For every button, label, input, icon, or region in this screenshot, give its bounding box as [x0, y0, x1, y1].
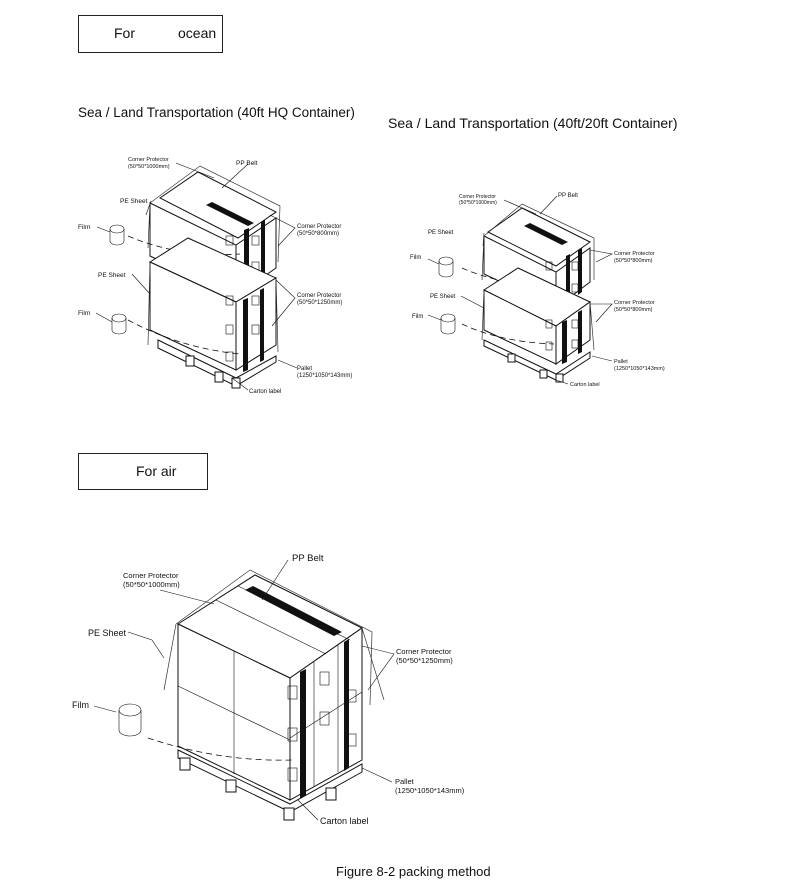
hq-corner-protector-mid-size: (50*50*800mm)	[297, 231, 340, 237]
air-pe-sheet-label: PE Sheet	[88, 628, 127, 638]
hq-pe-sheet-label-2: PE Sheet	[98, 272, 126, 279]
hq-film-label-1: Film	[78, 224, 91, 231]
hq-pallet-size: (1250*1050*143mm)	[297, 373, 353, 379]
air-pallet-size: (1250*1050*143mm)	[395, 786, 465, 795]
hq-pallet-label: Pallet	[297, 366, 313, 372]
figure-caption: Figure 8-2 packing method	[336, 864, 491, 879]
std-film-roll-1	[439, 257, 453, 277]
std-corner-protector-low-label: Corner Protector	[614, 300, 655, 306]
air-film-roll	[119, 704, 141, 736]
hq-corner-protector-low-label: Corner Protector	[297, 293, 342, 299]
std-pe-sheet-label-1: PE Sheet	[428, 230, 454, 236]
air-film-label: Film	[72, 700, 89, 710]
std-pallet-label: Pallet	[614, 359, 628, 365]
air-pp-belt-label: PP Belt	[292, 553, 324, 564]
air-pallet-label: Pallet	[395, 777, 414, 786]
hq-corner-protector-mid-label: Corner Protector	[297, 224, 342, 230]
ocean-box-word-ocean: ocean	[178, 25, 217, 41]
hq-corner-protector-top-label: Corner Protector	[128, 157, 169, 163]
std-corner-protector-top-size: (50*50*1000mm)	[459, 200, 497, 206]
hq-corner-protector-top-size: (50*50*1000mm)	[128, 164, 170, 170]
air-corner-protector-side-label: Corner Protector	[396, 647, 452, 656]
standard-diagram	[410, 193, 665, 388]
hq-film-roll-2	[112, 314, 126, 334]
hq-diagram	[78, 157, 352, 395]
std-corner-protector-mid-label: Corner Protector	[614, 251, 655, 257]
air-diagram	[72, 553, 465, 826]
air-corner-protector-top-size: (50*50*1000mm)	[123, 580, 180, 589]
std-pallet-size: (1250*1050*143mm)	[614, 366, 665, 372]
std-corner-protector-mid-size: (50*50*800mm)	[614, 258, 653, 264]
std-corner-protector-low-size: (50*50*800mm)	[614, 307, 653, 313]
hq-corner-protector-low-size: (50*50*1250mm)	[297, 300, 343, 306]
std-pp-belt-label: PP Belt	[558, 193, 578, 199]
std-film-label-1: Film	[410, 255, 422, 261]
air-corner-protector-side-size: (50*50*1250mm)	[396, 656, 453, 665]
std-pe-sheet-label-2: PE Sheet	[430, 294, 456, 300]
hq-container-heading: Sea / Land Transportation (40ft HQ Container)	[78, 105, 355, 120]
hq-carton-label-label: Carton label	[249, 389, 282, 395]
air-box-label: For air	[136, 463, 177, 479]
air-corner-protector-top-label: Corner Protector	[123, 571, 179, 580]
hq-film-label-2: Film	[78, 310, 91, 317]
hq-pe-sheet-label-1: PE Sheet	[120, 198, 148, 205]
air-carton-label-label: Carton label	[320, 816, 369, 826]
ocean-box-word-for: For	[114, 25, 135, 41]
std-film-roll-2	[441, 314, 455, 334]
hq-film-roll-1	[110, 225, 124, 245]
std-film-label-2: Film	[412, 314, 424, 320]
std-corner-protector-top-label: Corner Protector	[459, 194, 496, 200]
standard-container-heading: Sea / Land Transportation (40ft/20ft Container)	[388, 115, 678, 131]
std-carton-label-label: Carton label	[570, 382, 600, 388]
hq-pp-belt-label: PP Belt	[236, 160, 258, 167]
